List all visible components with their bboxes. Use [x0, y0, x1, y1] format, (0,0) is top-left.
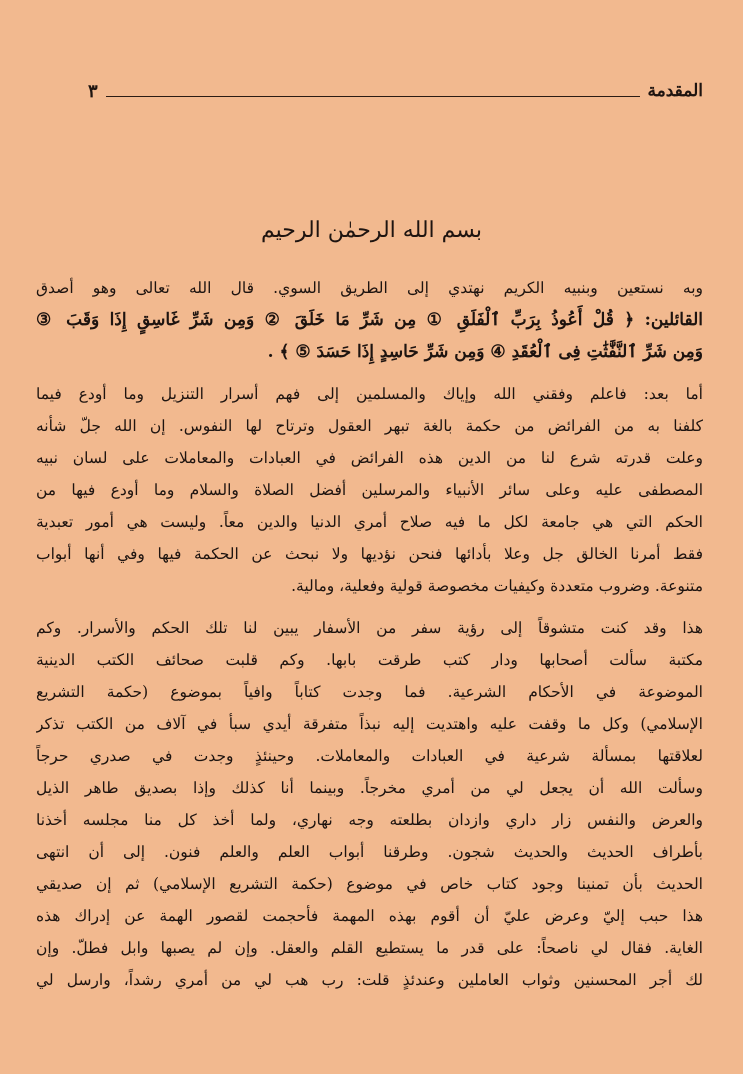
body-text — [36, 272, 703, 996]
header-rule — [106, 96, 640, 97]
text-line: الغاية. فقال لي ناصحاً: على قدر ما يستطيع القلم والعقل. وإن لم يصبها وابل فطلّ. وإن — [36, 939, 703, 957]
text-line: هذا حبب إليّ وعرض عليّ أن أقوم بهذه المهمة فأحجمت لقصور الهمة عن إدراك هذه — [36, 907, 703, 925]
text-line: الإسلامي) وكل ما وقفت عليه واهتديت إليه نبذاً متفرقة أيدي سبأ في آلاف من الكتب تذكر — [36, 715, 703, 733]
text-line: مكتبة سألت أصحابها ودار كتب طرقت بابها. وكم قلبت صحائف الكتب الدينية — [36, 651, 703, 669]
text-line: كلفنا به من الفرائض من حكمة بالغة تبهر العقول وترتاح لها النفوس. إن الله جلّ شأنه — [36, 417, 703, 435]
chapter-title: المقدمة — [647, 81, 703, 101]
text-line: لعلاقتها بمسألة شرعية في العبادات والمعاملات. وحينئذٍ وجدت في صدري حرجاً — [36, 747, 703, 765]
text-line: وبه نستعين وبنبيه الكريم نهتدي إلى الطريق السوي. قال الله تعالى وهو أصدق — [36, 279, 703, 297]
text-line: لك أجر المحسنين وثواب العاملين وعندئذٍ قلت: رب هب لي من أمري رشداً، وارسل لي — [36, 971, 703, 989]
basmala-heading: بسم الله الرحمٰن الرحيم — [260, 218, 483, 243]
quran-verse-line: وَمِن شَرِّ ٱلنَّفَّٰثَٰتِ فِى ٱلْعُقَدِ ④ وَمِن شَرِّ حَاسِدٍ إِذَا حَسَدَ ⑤ ﴾ . — [267, 342, 703, 362]
text-line: فقط أمرنا الخالق جل وعلا بأدائها فنحن نؤديها ولا نبحث عن الحكمة فيها وفي أنها أبواب — [36, 545, 703, 563]
text-line: وعلت قدرته شرع لنا من الدين هذه الفرائض في العبادات والمعاملات على لسان نبيه — [36, 449, 703, 467]
text-line: أما بعد: فاعلم وفقني الله وإياك والمسلمين إلى فهم أسرار التنزيل وما أودع فيما — [36, 385, 703, 403]
quran-verse-line: القائلين: ﴿ قُلْ أَعُوذُ بِرَبِّ ٱلْفَلَقِ ① مِن شَرِّ مَا خَلَقَ ② وَمِن شَرِّ غَاسِقٍ إِذَا وَقَبَ ③ — [36, 310, 703, 330]
text-line: هذا وقد كنت متشوقاً إلى رؤية سفر من الأسفار يبين لنا تلك الحكم والأسرار. وكم — [36, 619, 703, 637]
paragraph-gap — [36, 368, 703, 378]
text-line: متنوعة. وضروب متعددة وكيفيات مخصوصة قولية وفعلية، ومالية. — [291, 577, 703, 595]
running-header — [88, 76, 703, 106]
text-line: والعرض والنفس زار داري وازدان بطلعته وجه نهاري، ولما أخذ كل منا مجلسه أخذنا — [36, 811, 703, 829]
text-line: الحكم التي هي جامعة لكل ما فيه صلاح أمري الدنيا والدين معاً. وليست هي أمور تعبدية — [36, 513, 703, 531]
text-line: بأطراف الحديث والحديث شجون. وطرقنا أبواب العلم والعلم فنون. إلى أن انتهى — [36, 843, 703, 861]
page-number: ٣ — [88, 80, 98, 102]
text-line: الحديث بأن تمنينا وجود كتاب خاص في موضوع (حكمة التشريع الإسلامي) ثم إن صديقي — [36, 875, 703, 893]
text-line: الموضوعة في الأحكام الشرعية. فما وجدت كتاباً وافياً بموضوع (حكمة التشريع — [36, 683, 703, 701]
paragraph-gap — [36, 602, 703, 612]
text-line: المصطفى عليه وعلى سائر الأنبياء والمرسلين أفضل الصلاة والسلام وما أودع فيها من — [36, 481, 703, 499]
text-line: وسألت الله أن يجعل لي من أمري مخرجاً. وبينما أنا كذلك وإذا بصديق طاهر الذيل — [36, 779, 703, 797]
